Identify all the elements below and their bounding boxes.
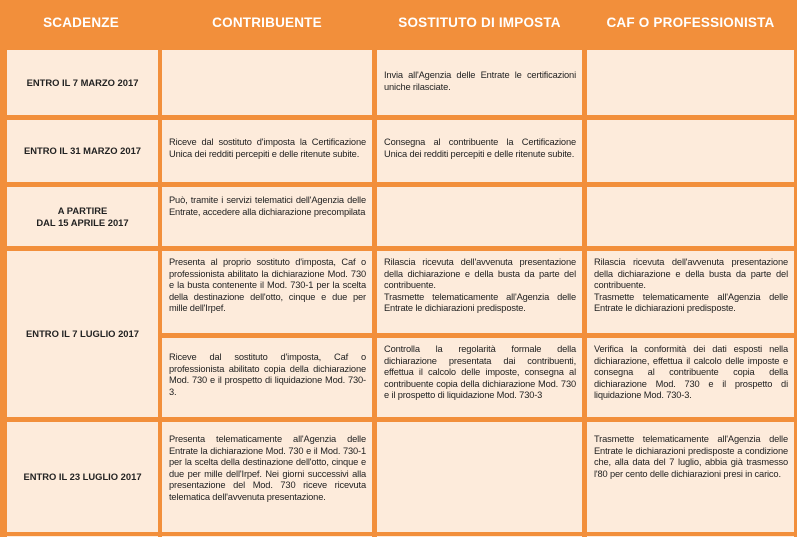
cell-caf xyxy=(587,251,794,333)
cell-caf: Trasmette telematicamente all'Agenzia delle Entrate le dichiarazioni predisposte a condizione che, alla data del 7 luglio, abbia già trasmesso l'80 per cento delle dichiarazioni presi in carico. xyxy=(587,422,794,532)
header-contribuente: CONTRIBUENTE xyxy=(212,14,322,30)
deadline-text: ENTRO IL 23 LUGLIO 2017 xyxy=(23,471,142,483)
cell-contribuente: Può, tramite i servizi telematici dell'Agenzia delle Entrate, accedere alla dichiarazione precompilata xyxy=(162,187,372,246)
cell-sostituto: Invia all'Agenzia delle Entrate le certificazioni uniche rilasciate. xyxy=(377,50,582,115)
caf-text-1: Rilascia ricevuta dell'avvenuta presentazione della dichiarazione e della busta da parte del contribuente. xyxy=(594,257,788,291)
cell-caf: Verifica la conformità dei dati esposti nella dichiarazione, effettua il calcolo delle imposte e consegna al contribuente copia della dichiarazione Mod. 730 e il prospetto di liquidazione Mod. 730-3. xyxy=(587,338,794,417)
cell-sostituto xyxy=(377,422,582,532)
row-deadline xyxy=(7,50,158,115)
deadline-text: ENTRO IL 7 MARZO 2017 xyxy=(26,76,139,88)
cell-caf xyxy=(587,187,794,246)
cell-contribuente: Riceve dal sostituto d'imposta la Certificazione Unica dei redditi percepiti e delle ritenute subite. xyxy=(162,120,372,182)
deadline-line-1: A PARTIRE xyxy=(57,204,108,216)
cell-caf xyxy=(587,50,794,115)
cell-contribuente xyxy=(162,50,372,115)
header-caf: CAF O PROFESSIONISTA xyxy=(606,14,775,30)
sostituto-text-1: Rilascia ricevuta dell'avvenuta presentazione della dichiarazione e della busta da parte del contribuente. xyxy=(384,257,576,291)
deadline-text: ENTRO IL 31 MARZO 2017 xyxy=(23,145,142,157)
cell-sostituto xyxy=(377,251,582,333)
deadline-line-2: DAL 15 APRILE 2017 xyxy=(36,216,129,228)
cell-sostituto xyxy=(377,187,582,246)
row-deadline xyxy=(7,120,158,182)
cell-contribuente: Presenta telematicamente all'Agenzia delle Entrate la dichiarazione Mod. 730 e il Mod. 730-1 per la scelta della destinazione dell'otto, cinque e due per mille dell'Irpef. Nei giorni successivi alla presentazione del Mod. 730 riceve ricevuta telematica dell'avvenuta presentazione. xyxy=(162,422,372,532)
cell-sostituto: Controlla la regolarità formale della dichiarazione presentata dai contribuenti, effettua il calcolo delle imposte, consegna al contribuente copia della dichiarazione Mod. 730 e il prospetto di liquidazione Mod. 730-3 xyxy=(377,338,582,417)
cell-contribuente: Riceve dal sostituto d'imposta, Caf o professionista abilitato copia della dichiarazione Mod. 730 e il prospetto di liquidazione Mod. 730-3. xyxy=(162,338,372,417)
cell-caf xyxy=(587,120,794,182)
cell-sostituto: Consegna al contribuente la Certificazione Unica dei redditi percepiti e delle ritenute subite. xyxy=(377,120,582,182)
cell-contribuente: Presenta al proprio sostituto d'imposta, Caf o professionista abilitato la dichiarazione Mod. 730 e la busta contenente il Mod. 730-1 per la scelta della destinazione dell'otto, cinque e due per mille dell'Irpef. xyxy=(162,251,372,333)
deadline-text: ENTRO IL 7 LUGLIO 2017 xyxy=(26,328,139,340)
caf-text-2: Trasmette telematicamente all'Agenzia delle Entrate le dichiarazioni predisposte. xyxy=(594,291,788,314)
sostituto-text-2: Trasmette telematicamente all'Agenzia delle Entrate le dichiarazioni predisposte. xyxy=(384,291,576,314)
header-scadenze: SCADENZE xyxy=(43,14,119,30)
row-deadline xyxy=(7,187,158,246)
header-sostituto: SOSTITUTO DI IMPOSTA xyxy=(398,14,561,30)
row-deadline xyxy=(7,422,158,532)
deadline-text xyxy=(36,205,128,228)
row-deadline xyxy=(7,251,158,417)
